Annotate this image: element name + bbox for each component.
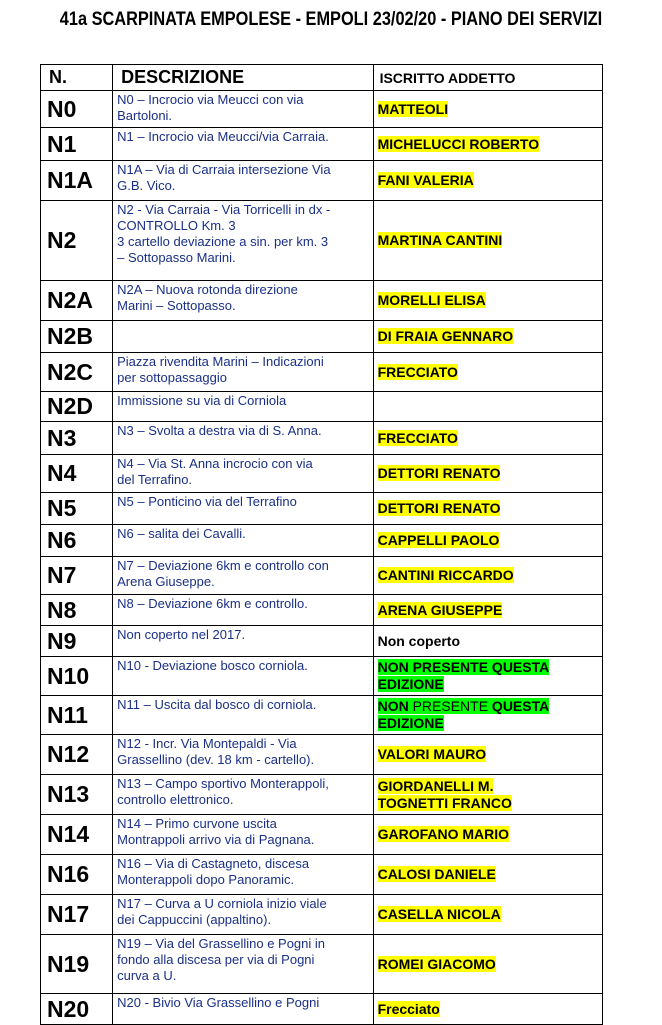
- row-number: N13: [41, 775, 113, 815]
- description-line: del Terrafino.: [117, 472, 193, 487]
- row-number: N5: [41, 493, 113, 525]
- row-assigned-member: [373, 128, 602, 161]
- row-description: [113, 994, 373, 1025]
- member-name-line: FANI VALERIA: [377, 172, 474, 188]
- header-description: DESCRIZIONE: [113, 65, 373, 91]
- table-row: [41, 321, 603, 353]
- table-body: [41, 91, 603, 1025]
- row-description: [113, 935, 373, 994]
- description-line: Monterappoli dopo Panoramic.: [117, 872, 295, 887]
- table-row: [41, 935, 603, 994]
- row-number: N1A: [41, 161, 113, 201]
- table-row: [41, 775, 603, 815]
- table-row: [41, 91, 603, 128]
- table-row: [41, 353, 603, 392]
- description-line: N16 – Via di Castagneto, discesa: [117, 856, 310, 871]
- row-description: [113, 595, 373, 626]
- description-line: N2A – Nuova rotonda direzione: [117, 282, 298, 297]
- table-row: [41, 525, 603, 557]
- row-description: [113, 657, 373, 696]
- description-line: – Sottopasso Marini.: [117, 250, 236, 265]
- member-name-line: CALOSI DANIELE: [377, 866, 496, 882]
- row-number: N2C: [41, 353, 113, 392]
- description-line: N2 - Via Carraia - Via Torricelli in dx -: [117, 202, 331, 217]
- table-row: [41, 735, 603, 775]
- description-line: Non coperto nel 2017.: [117, 627, 246, 642]
- row-number: N0: [41, 91, 113, 128]
- member-name-line: Frecciato: [377, 1000, 440, 1017]
- description-line: N11 – Uscita dal bosco di corniola.: [117, 697, 317, 712]
- row-number: N4: [41, 455, 113, 493]
- member-name-line: EDIZIONE: [377, 715, 444, 731]
- row-description: [113, 525, 373, 557]
- description-line: N1A – Via di Carraia intersezione Via: [117, 162, 331, 177]
- description-line: N20 - Bivio Via Grassellino e Pogni: [117, 995, 320, 1010]
- row-assigned-member: [373, 353, 602, 392]
- table-row: [41, 422, 603, 455]
- description-line: N6 – salita dei Cavalli.: [117, 526, 246, 541]
- row-assigned-member: [373, 626, 602, 657]
- row-assigned-member: [373, 392, 602, 422]
- member-name-line: MORELLI ELISA: [377, 292, 486, 308]
- member-name-line: DI FRAIA GENNARO: [377, 328, 514, 344]
- table-row: [41, 128, 603, 161]
- row-number: N10: [41, 657, 113, 696]
- table-header-row: [41, 65, 603, 91]
- description-line: CONTROLLO Km. 3: [117, 218, 236, 233]
- row-assigned-member: [373, 281, 602, 321]
- member-name-line: TOGNETTI FRANCO: [377, 794, 512, 811]
- row-number: N2A: [41, 281, 113, 321]
- member-name-line: NON: [377, 698, 413, 714]
- table-row: [41, 815, 603, 855]
- description-line: N17 – Curva a U corniola inizio viale: [117, 896, 327, 911]
- table-row: [41, 994, 603, 1025]
- description-line: N0 – Incrocio via Meucci con via: [117, 92, 304, 107]
- member-name-line: GIORDANELLI M.: [377, 777, 494, 794]
- row-number: N8: [41, 595, 113, 626]
- description-line: Marini – Sottopasso.: [117, 298, 236, 313]
- row-number: N2: [41, 201, 113, 281]
- member-name-line: DETTORI RENATO: [377, 465, 501, 481]
- member-name-line: PRESENTE: [412, 698, 489, 714]
- description-line: N14 – Primo curvone uscita: [117, 816, 277, 831]
- description-line: curva a U.: [117, 968, 177, 983]
- table-row: [41, 657, 603, 696]
- row-description: [113, 91, 373, 128]
- description-line: N19 – Via del Grassellino e Pogni in: [117, 936, 326, 951]
- description-line: N1 – Incrocio via Meucci/via Carraia.: [117, 129, 329, 144]
- member-name-line: MATTEOLI: [377, 100, 449, 117]
- member-name-line: Non coperto: [377, 632, 461, 649]
- row-assigned-member: [373, 91, 602, 128]
- description-line: N7 – Deviazione 6km e controllo con: [117, 558, 329, 573]
- header-number: N.: [41, 65, 113, 91]
- row-description: [113, 895, 373, 935]
- row-number: N20: [41, 994, 113, 1025]
- table-row: [41, 626, 603, 657]
- description-line: dei Cappuccini (appaltino).: [117, 912, 272, 927]
- row-description: [113, 392, 373, 422]
- row-assigned-member: [373, 657, 602, 696]
- description-line: Bartoloni.: [117, 108, 173, 123]
- row-assigned-member: [373, 455, 602, 493]
- row-description: [113, 422, 373, 455]
- row-description: [113, 735, 373, 775]
- table-row: [41, 557, 603, 595]
- row-assigned-member: [373, 201, 602, 281]
- member-name-line: ROMEI GIACOMO: [377, 955, 496, 972]
- row-assigned-member: [373, 557, 602, 595]
- page-title: 41a SCARPINATA EMPOLESE - EMPOLI 23/02/20 - PIANO DEI SERVIZI: [59, 9, 603, 30]
- header-assigned-member: ISCRITTO ADDETTO: [373, 65, 602, 91]
- row-number: N1: [41, 128, 113, 161]
- row-assigned-member: [373, 735, 602, 775]
- table-row: [41, 281, 603, 321]
- table-row: [41, 161, 603, 201]
- table-row: [41, 595, 603, 626]
- description-line: N5 – Ponticino via del Terrafino: [117, 494, 297, 509]
- row-description: [113, 281, 373, 321]
- description-line: per sottopassaggio: [117, 370, 227, 385]
- description-line: 3 cartello deviazione a sin. per km. 3: [117, 234, 329, 249]
- description-line: N13 – Campo sportivo Monterappoli,: [117, 776, 329, 791]
- row-assigned-member: [373, 595, 602, 626]
- row-number: N3: [41, 422, 113, 455]
- row-assigned-member: [373, 895, 602, 935]
- description-line: Arena Giuseppe.: [117, 574, 215, 589]
- services-table: [40, 64, 603, 1025]
- row-number: N16: [41, 855, 113, 895]
- table-row: [41, 455, 603, 493]
- row-description: [113, 696, 373, 735]
- row-description: [113, 353, 373, 392]
- row-description: [113, 775, 373, 815]
- description-line: fondo alla discesa per via di Pogni: [117, 952, 315, 967]
- row-description: [113, 493, 373, 525]
- row-number: N12: [41, 735, 113, 775]
- description-line: N8 – Deviazione 6km e controllo.: [117, 596, 308, 611]
- member-name-line: CANTINI RICCARDO: [377, 567, 514, 583]
- member-name-line: NON PRESENTE QUESTA: [377, 659, 550, 675]
- table-row: [41, 201, 603, 281]
- row-assigned-member: [373, 994, 602, 1025]
- description-line: Grassellino (dev. 18 km - cartello).: [117, 752, 315, 767]
- row-description: [113, 815, 373, 855]
- row-assigned-member: [373, 855, 602, 895]
- row-assigned-member: [373, 493, 602, 525]
- description-line: controllo elettronico.: [117, 792, 234, 807]
- row-number: N9: [41, 626, 113, 657]
- row-assigned-member: [373, 775, 602, 815]
- member-name-line: FRECCIATO: [377, 363, 458, 380]
- row-number: N11: [41, 696, 113, 735]
- row-number: N7: [41, 557, 113, 595]
- description-line: N4 – Via St. Anna incrocio con via: [117, 456, 313, 471]
- row-description: [113, 201, 373, 281]
- row-description: [113, 557, 373, 595]
- table-row: [41, 493, 603, 525]
- member-name-line: ARENA GIUSEPPE: [377, 601, 503, 618]
- member-name-line: GAROFANO MARIO: [377, 826, 510, 842]
- member-name-line: VALORI MAURO: [377, 746, 487, 762]
- member-name-line: DETTORI RENATO: [377, 500, 501, 516]
- row-description: [113, 455, 373, 493]
- row-number: N6: [41, 525, 113, 557]
- row-number: N17: [41, 895, 113, 935]
- description-line: Immissione su via di Corniola: [117, 393, 287, 408]
- table-row: [41, 392, 603, 422]
- row-number: N2B: [41, 321, 113, 353]
- member-name-line: CASELLA NICOLA: [377, 906, 501, 922]
- row-number: N2D: [41, 392, 113, 422]
- row-assigned-member: [373, 321, 602, 353]
- member-name-line: QUESTA: [488, 698, 550, 714]
- row-description: [113, 161, 373, 201]
- row-description: [113, 855, 373, 895]
- table-row: [41, 696, 603, 735]
- table-row: [41, 855, 603, 895]
- member-name-line: FRECCIATO: [377, 429, 458, 446]
- row-assigned-member: [373, 696, 602, 735]
- member-name-line: MICHELUCCI ROBERTO: [377, 135, 540, 152]
- row-number: N19: [41, 935, 113, 994]
- description-line: Piazza rivendita Marini – Indicazioni: [117, 354, 324, 369]
- row-description: [113, 128, 373, 161]
- row-assigned-member: [373, 525, 602, 557]
- member-name-line: CAPPELLI PAOLO: [377, 532, 500, 548]
- row-description: [113, 321, 373, 353]
- row-assigned-member: [373, 815, 602, 855]
- member-name-line: MARTINA CANTINI: [377, 232, 503, 248]
- row-number: N14: [41, 815, 113, 855]
- row-assigned-member: [373, 422, 602, 455]
- row-assigned-member: [373, 935, 602, 994]
- table-row: [41, 895, 603, 935]
- row-description: [113, 626, 373, 657]
- description-line: N12 - Incr. Via Montepaldi - Via: [117, 736, 297, 751]
- description-line: G.B. Vico.: [117, 178, 176, 193]
- description-line: N10 - Deviazione bosco corniola.: [117, 658, 308, 673]
- description-line: Montrappoli arrivo via di Pagnana.: [117, 832, 315, 847]
- row-assigned-member: [373, 161, 602, 201]
- description-line: N3 – Svolta a destra via di S. Anna.: [117, 423, 322, 438]
- member-name-line: EDIZIONE: [377, 676, 444, 692]
